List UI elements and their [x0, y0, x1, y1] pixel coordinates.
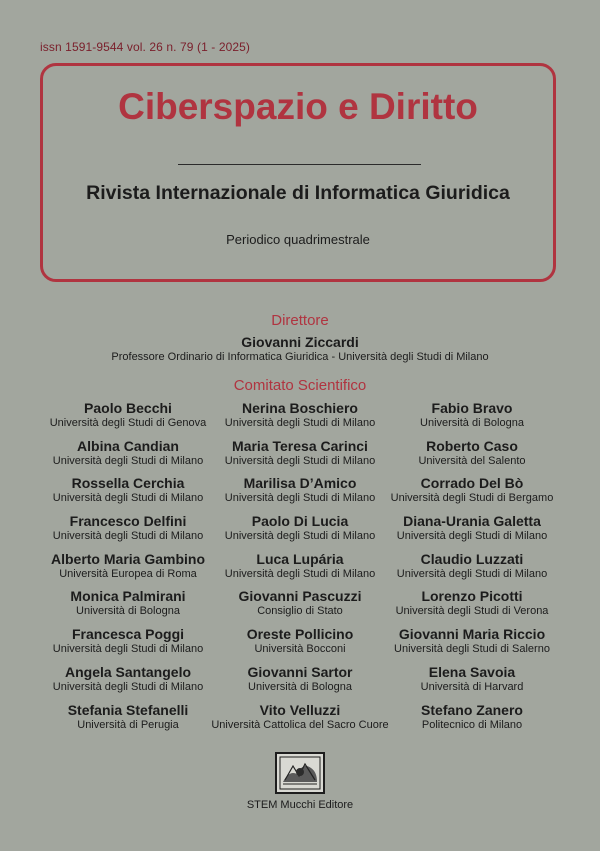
- committee-row: [0, 664, 600, 702]
- committee-member: [200, 475, 400, 505]
- member-affiliation: Università di Bologna: [248, 680, 352, 693]
- member-name: Paolo Di Lucia: [251, 513, 349, 530]
- member-affiliation: Università degli Studi di Milano: [52, 530, 204, 543]
- committee-heading: Comitato Scientifico: [233, 377, 367, 394]
- member-affiliation: Università degli Studi di Milano: [396, 567, 548, 580]
- member-affiliation: Università Bocconi: [254, 643, 346, 656]
- member-affiliation: Consiglio di Stato: [257, 605, 343, 618]
- member-name: Angela Santangelo: [64, 663, 192, 680]
- publisher-logo-icon: [275, 752, 325, 794]
- committee-member: [28, 702, 228, 732]
- committee-member: [28, 475, 228, 505]
- committee-member: [28, 664, 228, 694]
- committee-row: [0, 475, 600, 513]
- committee-row: [0, 588, 600, 626]
- committee-member: [200, 551, 400, 581]
- committee-row: [0, 626, 600, 664]
- committee-row: [0, 400, 600, 438]
- member-name: Vito Velluzzi: [259, 701, 341, 718]
- member-name: Giovanni Sartor: [247, 663, 353, 680]
- member-name: Lorenzo Picotti: [421, 588, 523, 605]
- member-affiliation: Università di Bologna: [76, 605, 180, 618]
- committee-member: [200, 438, 400, 468]
- director-heading: Direttore: [271, 312, 329, 329]
- committee-row: [0, 438, 600, 476]
- committee-member: [372, 400, 572, 430]
- member-name: Marilisa D’Amico: [243, 475, 357, 492]
- member-name: Stefania Stefanelli: [67, 701, 189, 718]
- member-name: Francesco Delfini: [69, 513, 187, 530]
- member-name: Albina Candian: [77, 437, 179, 454]
- member-name: Alberto Maria Gambino: [50, 550, 206, 567]
- member-affiliation: Università degli Studi di Milano: [52, 454, 204, 467]
- committee-row: [0, 551, 600, 589]
- member-affiliation: Politecnico di Milano: [421, 718, 523, 731]
- member-affiliation: Università degli Studi di Milano: [224, 454, 376, 467]
- journal-subtitle: Rivista Internazionale di Informatica Giuridica: [86, 182, 510, 204]
- title-divider: [178, 164, 421, 165]
- member-affiliation: Università Europea di Roma: [59, 567, 197, 580]
- committee-member: [200, 588, 400, 618]
- member-affiliation: Università degli Studi di Milano: [224, 492, 376, 505]
- member-affiliation: Università di Bologna: [420, 417, 524, 429]
- committee-member: [200, 702, 400, 732]
- committee-member: [372, 702, 572, 732]
- committee-row: [0, 702, 600, 740]
- member-name: Paolo Becchi: [84, 400, 172, 416]
- director-name: Giovanni Ziccardi: [241, 334, 359, 350]
- member-name: Francesca Poggi: [71, 626, 185, 643]
- member-name: Corrado Del Bò: [420, 475, 524, 492]
- committee-member: [372, 475, 572, 505]
- member-name: Maria Teresa Carinci: [232, 437, 368, 454]
- committee-member: [372, 438, 572, 468]
- member-name: Nerina Boschiero: [242, 400, 358, 416]
- member-name: Oreste Pollicino: [246, 626, 354, 643]
- member-affiliation: Università degli Studi di Milano: [224, 530, 376, 543]
- committee-row: [0, 513, 600, 551]
- committee-member: [28, 438, 228, 468]
- issn-line: issn 1591-9544 vol. 26 n. 79 (1 - 2025): [40, 40, 251, 54]
- committee-member: [372, 513, 572, 543]
- member-name: Roberto Caso: [426, 437, 518, 454]
- committee-member: [372, 626, 572, 656]
- member-affiliation: Università degli Studi di Bergamo: [390, 492, 554, 505]
- member-affiliation: Università degli Studi di Salerno: [394, 643, 550, 656]
- committee-member: [28, 626, 228, 656]
- member-affiliation: Università degli Studi di Genova: [49, 417, 207, 429]
- member-name: Elena Savoia: [428, 663, 516, 680]
- committee-member: [372, 551, 572, 581]
- member-affiliation: Università degli Studi di Milano: [52, 680, 204, 693]
- member-name: Fabio Bravo: [431, 400, 513, 416]
- member-name: Claudio Luzzati: [420, 550, 524, 567]
- member-name: Luca Lupária: [256, 550, 344, 567]
- member-affiliation: Università degli Studi di Milano: [224, 567, 376, 580]
- member-affiliation: Università di Harvard: [420, 680, 524, 693]
- committee-member: [28, 551, 228, 581]
- committee-member: [28, 400, 228, 430]
- member-name: Giovanni Pascuzzi: [238, 588, 362, 605]
- director-role: Professore Ordinario di Informatica Giuridica - Università degli Studi di Milano: [111, 351, 489, 363]
- member-name: Diana-Urania Galetta: [403, 513, 541, 530]
- member-affiliation: Università degli Studi di Milano: [224, 417, 376, 429]
- publisher-name: STEM Mucchi Editore: [246, 799, 354, 811]
- journal-title: Ciberspazio e Diritto: [118, 86, 478, 127]
- committee-member: [200, 664, 400, 694]
- journal-periodicity: Periodico quadrimestrale: [226, 232, 370, 247]
- member-affiliation: Università degli Studi di Verona: [395, 605, 549, 618]
- committee-grid: [0, 400, 600, 739]
- member-affiliation: Università del Salento: [418, 454, 526, 467]
- member-affiliation: Università Cattolica del Sacro Cuore: [211, 718, 389, 731]
- member-affiliation: Università degli Studi di Milano: [396, 530, 548, 543]
- title-box: [40, 63, 556, 282]
- committee-member: [28, 513, 228, 543]
- member-name: Monica Palmirani: [70, 588, 186, 605]
- committee-member: [372, 588, 572, 618]
- committee-member: [372, 664, 572, 694]
- committee-member: [200, 626, 400, 656]
- member-name: Stefano Zanero: [421, 701, 523, 718]
- committee-member: [200, 513, 400, 543]
- member-name: Giovanni Maria Riccio: [398, 626, 546, 643]
- committee-member: [200, 400, 400, 430]
- member-affiliation: Università di Perugia: [77, 718, 179, 731]
- member-name: Rossella Cerchia: [71, 475, 185, 492]
- member-affiliation: Università degli Studi di Milano: [52, 643, 204, 656]
- committee-member: [28, 588, 228, 618]
- member-affiliation: Università degli Studi di Milano: [52, 492, 204, 505]
